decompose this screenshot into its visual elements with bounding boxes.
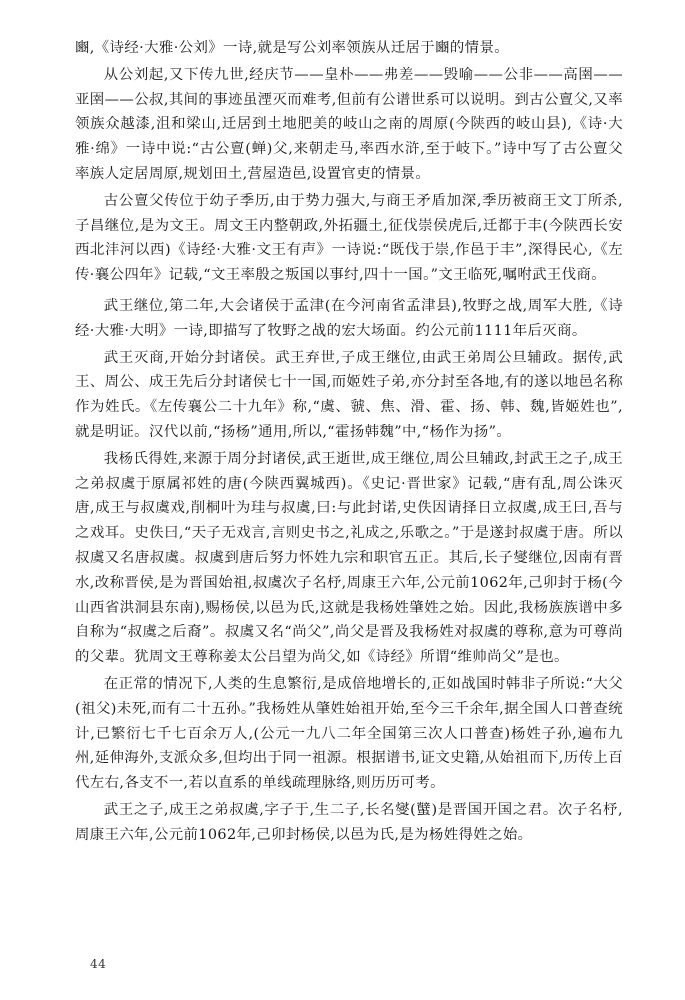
paragraph-yang-surname-origin: 我杨氏得姓,来源于周分封诸侯,武王逝世,成王继位,周公旦辅政,封武王之子,成王之弟叔虞于原属祁姓的唐(今陕西翼城西)。《史记·晋世家》记载,“唐有乱,周公诛灭唐,成王与叔虞戏,削桐叶为珪与叔虞,曰:与此封诺,史佚因请择日立叔虞,成王曰,吾与之戏耳。史佚曰,“天子无戏言,言则史书之,礼成之,乐歌之。”于是遂封叔虞于唐。所以叔虞又名唐叔虞。叔虞到唐后努力怀姓九宗和职官五正。其后,长子燮继位,因南有晋水,改称晋侯,是为晋国始祖,叔虞次子名杼,周康王六年,公元前1062年,己卯封于杨(今山西省洪洞县东南),赐杨侯,以邑为氏,这就是我杨姓肇姓之始。因此,我杨族族谱中多自称为“叔虞之后裔”。叔虞又名“尚父”,尚父是晋及我杨姓对叔虞的尊称,意为可尊尚的父辈。犹周文王尊称姜太公吕望为尚父,如《诗经》所谓“维帅尚父”是也。 (75, 450, 623, 666)
paragraph-king-wu: 武王继位,第二年,大会诸侯于孟津(在今河南省孟津县),牧野之战,周军大胜,《诗经·大雅·大明》一诗,即描写了牧野之战的宏大场面。约公元前1111年后灭商。 (75, 297, 623, 339)
paragraph-enfeoffment: 武王灭商,开始分封诸侯。武王弃世,子成王继位,由武王弟周公旦辅政。据传,武王、周公、成王先后分封诸侯七十一国,而姬姓子弟,亦分封至各地,有的遂以地邑名称作为姓氏。《左传襄公二十九年》称,“虞、虢、焦、滑、霍、扬、韩、魏,皆姬姓也”,就是明证。汉代以前,“扬杨”通用,所以,“霍扬韩魏”中,“杨作为扬”。 (75, 349, 623, 440)
page-number: 44 (90, 957, 107, 971)
paragraph-gongliu-lineage: 从公刘起,又下传九世,经庆节——皇朴——弗差——毁喻——公非——高圉——亚圉——公叔,其间的事迹虽湮灭而难考,但前有公谱世系可以说明。到古公亶父,又率领族众越漆,沮和梁山,迁居到土地肥美的岐山之南的周原(今陕西的岐山县),《诗·大雅·绵》一诗中说:“古公亶(蝉)父,来朝走马,率西水浒,至于岐下。”诗中写了古公亶父率族人定居周原,规划田土,营屋造邑,设置官吏的情景。 (75, 66, 623, 182)
paragraph-population: 在正常的情况下,人类的生息繁衍,是成倍地增长的,正如战国时韩非子所说:“大父(祖父)未死,而有二十五孙。”我杨姓从肇姓始祖开始,至今三千余年,据全国人口普查统计,已繁衍七千七百余万人,(公元一九八二年全国第三次人口普查)杨姓子孙,遍布九州,延伸海外,支派众多,但均出于同一祖源。根据谱书,证文史籍,从始祖而下,历传上百代左右,各支不一,若以直系的单线疏理脉络,则历历可考。 (75, 675, 623, 792)
document-body (75, 36, 623, 848)
paragraph-continuation: 豳,《诗经·大雅·公刘》一诗,就是写公刘率领族从迁居于豳的情景。 (75, 40, 510, 56)
paragraph-shuyu-summary: 武王之子,成王之弟叔虞,字子于,生二子,长名燮(蠥)是晋国开国之君。次子名杼,周康王六年,公元前1062年,己卯封杨侯,以邑为氏,是为杨姓得姓之始。 (75, 801, 623, 843)
paragraph-king-wen: 古公亶父传位于幼子季历,由于势力强大,与商王矛盾加深,季历被商王文丁所杀,子昌继位,是为文王。周文王内整朝政,外拓疆土,征伐崇侯虎后,迁都于丰(今陕西长安西北沣河以西)《诗经·大雅·文王有声》一诗说:“既伐于崇,作邑于丰”,深得民心,《左传·襄公四年》记载,“文王率殷之叛国以事纣,四十一国。”文王临死,嘱咐武王伐商。 (75, 192, 623, 284)
